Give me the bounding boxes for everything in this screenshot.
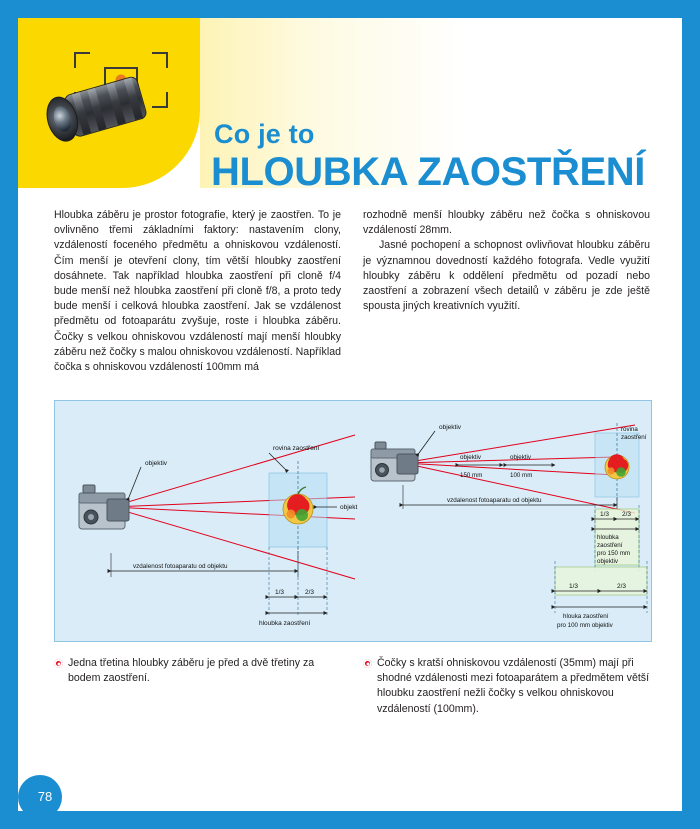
svg-text:rovina: rovina xyxy=(621,426,638,433)
svg-text:rovina zaostření: rovina zaostření xyxy=(273,445,320,452)
caption-left xyxy=(54,656,341,717)
bullet-icon xyxy=(54,659,63,668)
svg-text:1/3: 1/3 xyxy=(600,511,610,518)
svg-text:1/3: 1/3 xyxy=(275,589,285,596)
caption-right xyxy=(363,656,650,717)
body-column-left xyxy=(54,208,341,375)
svg-text:150 mm: 150 mm xyxy=(460,472,483,479)
svg-text:hloubka: hloubka xyxy=(597,534,619,541)
page-content xyxy=(18,18,682,811)
svg-text:zaostření: zaostření xyxy=(597,542,623,549)
svg-text:objektiv: objektiv xyxy=(510,454,531,461)
caption-left-text: Jedna třetina hloubky záběru je před a dvě třetiny za bodem zaostření. xyxy=(68,657,315,685)
svg-text:pro 100 mm objektiv: pro 100 mm objektiv xyxy=(557,622,613,629)
article-body xyxy=(54,208,650,375)
page-frame-top xyxy=(0,0,700,18)
lens-icon xyxy=(42,76,146,145)
svg-text:2/3: 2/3 xyxy=(305,589,315,596)
page-number xyxy=(18,775,62,819)
svg-text:zaostření: zaostření xyxy=(621,434,647,441)
svg-text:vzdalenost fotoaparatu od obje: vzdalenost fotoaparatu od objektu xyxy=(447,497,542,504)
svg-text:hloubka zaostření: hloubka zaostření xyxy=(259,620,311,627)
page-title-small: Co je to xyxy=(214,119,315,149)
page-title: HLOUBKA ZAOSTŘENÍ xyxy=(211,150,645,194)
page-frame-left xyxy=(0,0,18,829)
bullet-icon xyxy=(363,659,372,668)
svg-text:vzdalenost fotoaparatu od obje: vzdalenost fotoaparatu od objektu xyxy=(133,563,228,570)
body-paragraph: Jasné pochopení a schopnost ovlivňovat hloubku záběru je významnou dovedností každého fotografa. Vedle využití hloubky záběru k oddělení předmětu od pozadí nebo zaostření a zobrazení všech detailů v záběru je zde ještě spousta jiných kreativních využití. xyxy=(363,239,650,313)
svg-text:1/3: 1/3 xyxy=(569,583,579,590)
svg-text:objektiv: objektiv xyxy=(597,558,618,565)
svg-text:objektiv: objektiv xyxy=(145,460,168,467)
figure-svg xyxy=(55,401,651,641)
page-number-text: 78 xyxy=(37,788,53,804)
camera-right-icon xyxy=(371,442,418,481)
svg-text:2/3: 2/3 xyxy=(617,583,627,590)
object-illustration-right xyxy=(605,454,629,479)
svg-text:objektiv: objektiv xyxy=(439,424,462,431)
depth-of-field-figure xyxy=(54,400,652,642)
svg-text:2/3: 2/3 xyxy=(622,511,632,518)
camera-left-icon xyxy=(79,485,129,529)
caption-right-text: Čočky s kratší ohniskovou vzdáleností (35mm) mají při shodné vzdálenosti mezi fotoaparátem a předmětem větší hloubku zaostření nežli čočky s velkou ohniskovou vzdáleností (100mm). xyxy=(377,657,650,715)
page-frame-bottom xyxy=(0,811,700,829)
body-paragraph: Hloubka záběru je prostor fotografie, který je zaostřen. To je ovlivněno třemi základními faktory: nastavením clony, vzdáleností foceného předmětu a ohniskovou vzdáleností. Čím menší je otevření clony, tím větší hloubky zaostření dosáhnete. Tak například hloubka zaostření při cloně f/4 bude menší než hloubka zaostření při cloně f/8, a proto tedy bude menší i celková hloubka zaostření. Jak se vzdálenost předmětu od fotoaparátu zvyšuje, roste i hloubka záběru. Čočky s velkou ohniskovou vzdáleností mají menší hloubky záběru než čočky s malou ohniskovou vzdáleností. Například čočka s ohniskovou vzdáleností 100mm má xyxy=(54,209,341,374)
svg-text:objektiv: objektiv xyxy=(460,454,481,461)
svg-text:hlouka zaostření: hlouka zaostření xyxy=(563,613,609,620)
svg-text:objekt: objekt xyxy=(340,504,358,511)
figure-captions xyxy=(54,656,650,717)
page-frame-right xyxy=(682,0,700,829)
body-paragraph: rozhodně menší hloubky záběru než čočka s ohniskovou vzdáleností 28mm. xyxy=(363,209,650,237)
svg-text:100 mm: 100 mm xyxy=(510,472,533,479)
camera-lens-illustration xyxy=(40,46,170,156)
svg-text:pro 150 mm: pro 150 mm xyxy=(597,550,631,557)
body-column-right xyxy=(363,208,650,375)
